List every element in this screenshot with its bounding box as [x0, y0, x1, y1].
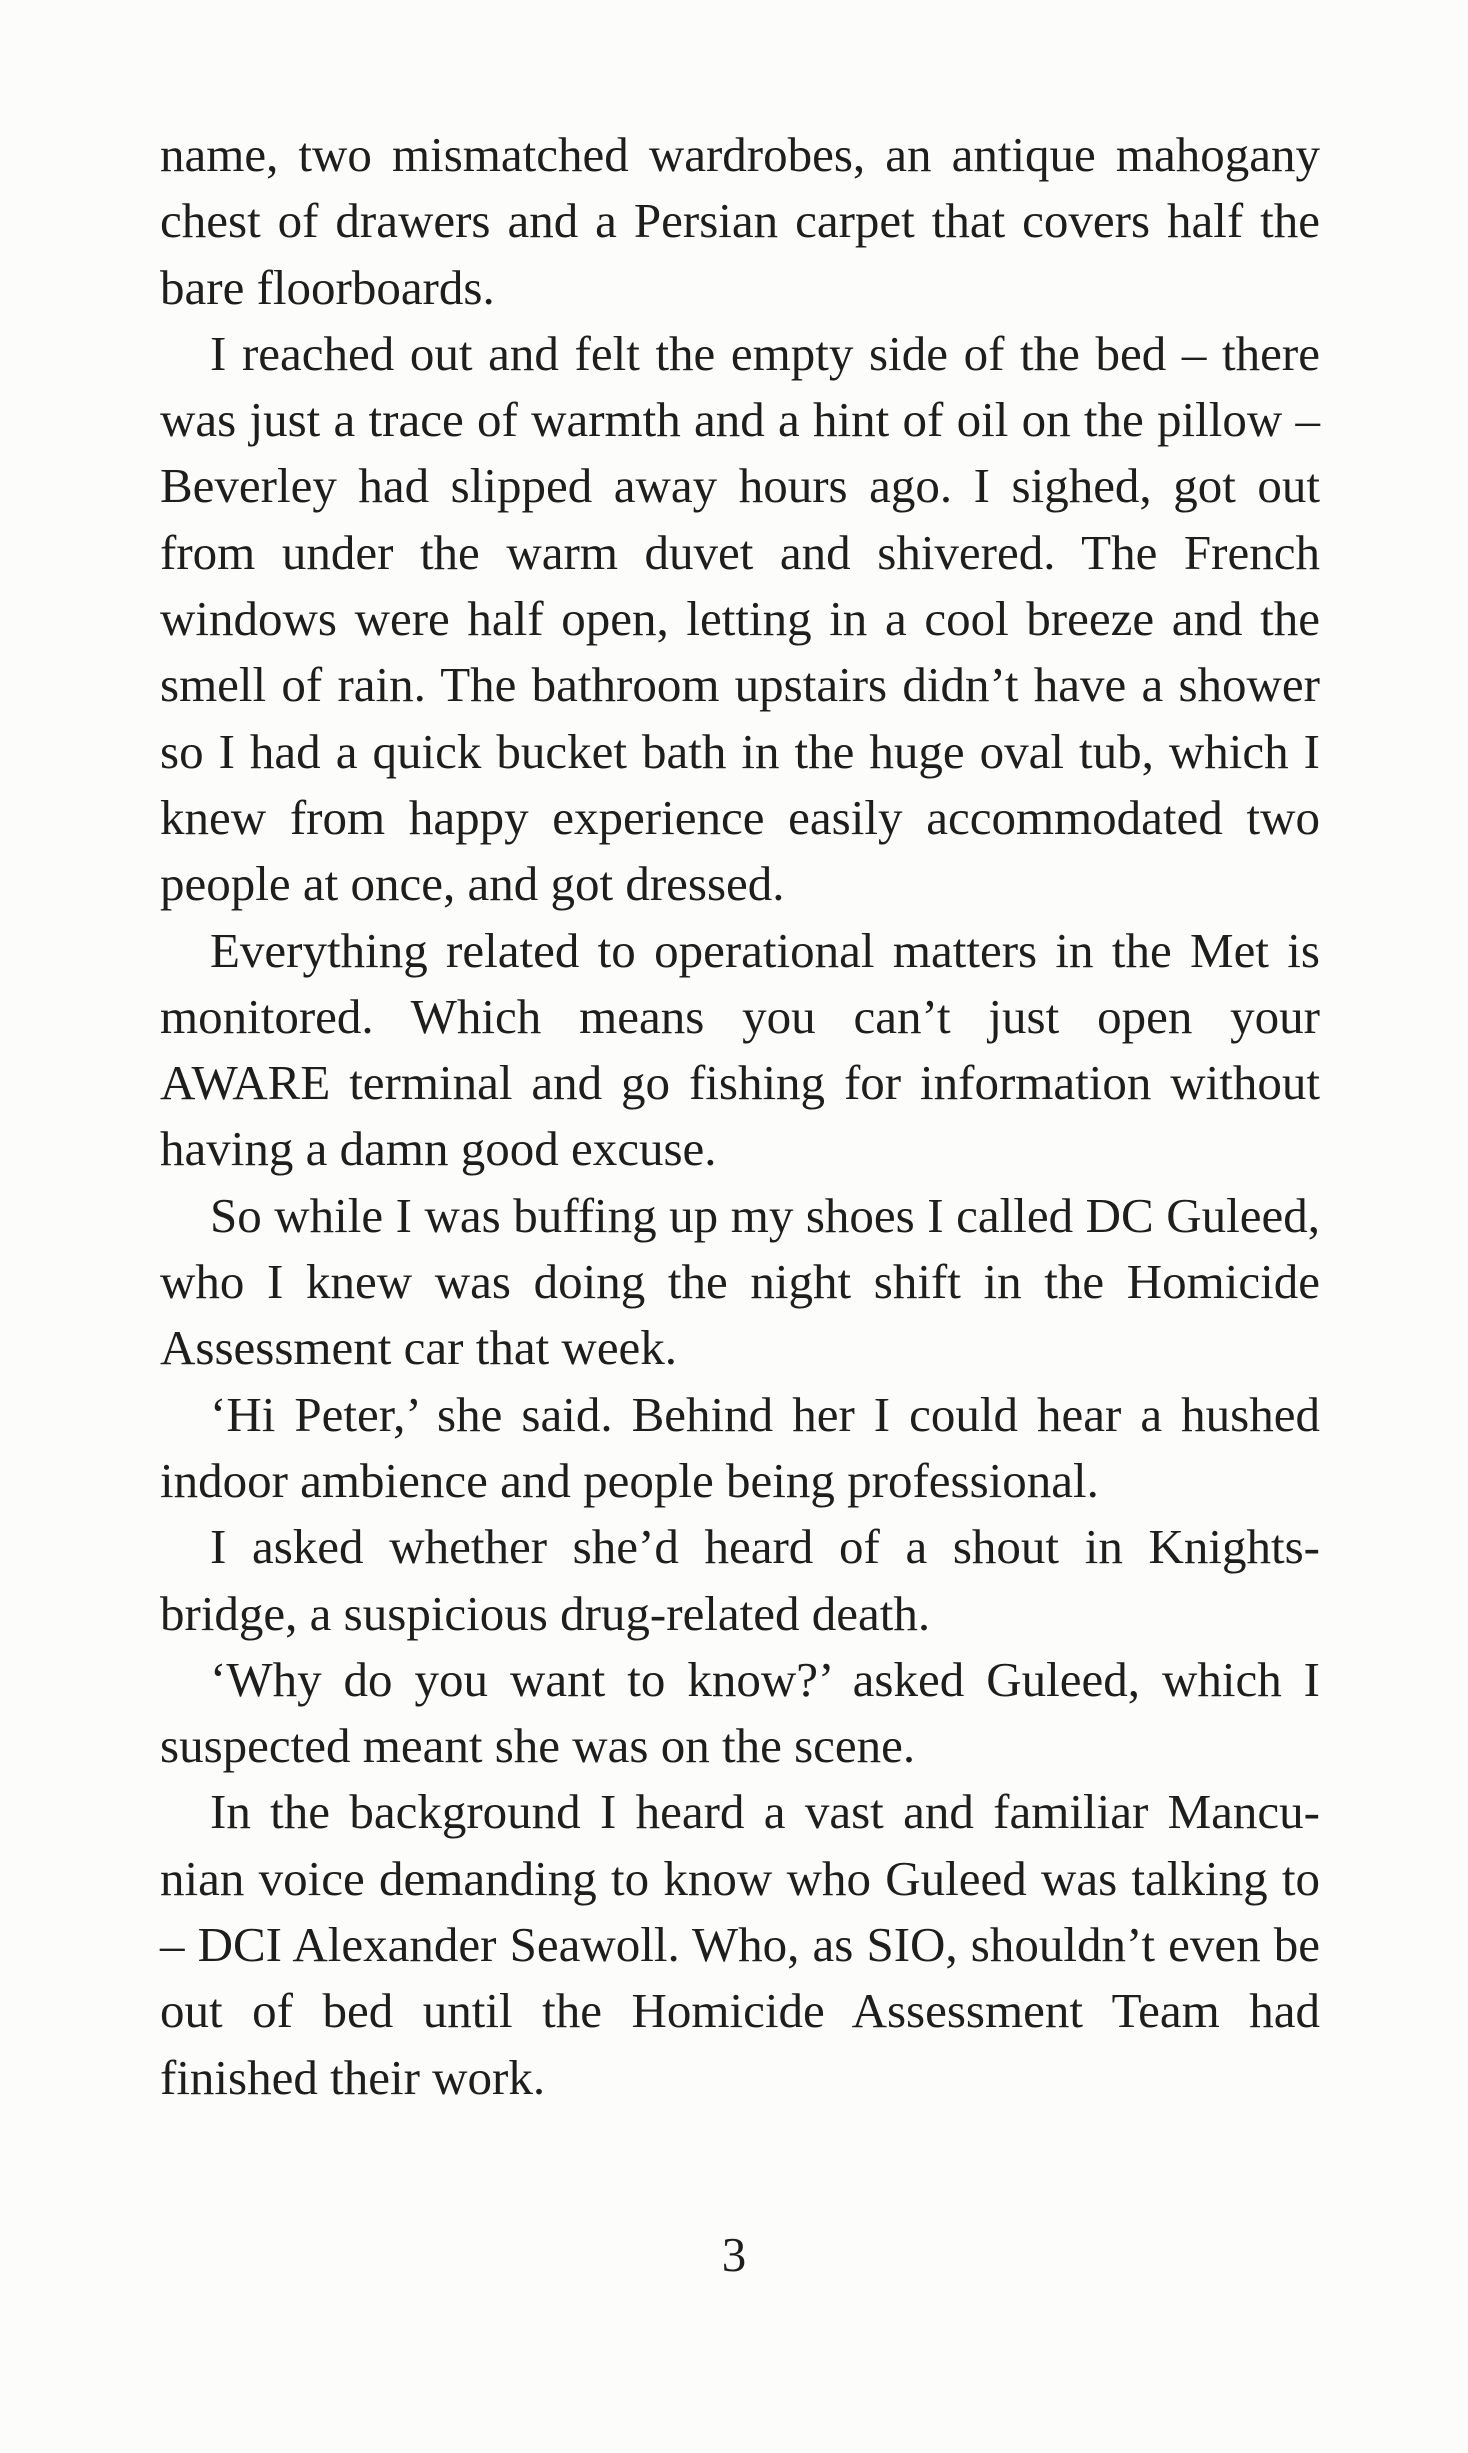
- paragraph-7: ‘Why do you want to know?’ asked Guleed, which I suspected meant she was on the scene.: [160, 1651, 1320, 1774]
- paragraph-3: Everything related to operational matters in the Met is monitored. Which means you can’t just open your AWARE terminal and go fishing for information without having a damn good excuse.: [160, 922, 1320, 1177]
- paragraph-1: name, two mismatched wardrobes, an antique mahogany chest of drawers and a Persian carpet that covers half the bare floorboards.: [160, 127, 1320, 315]
- paragraph-4: So while I was buffing up my shoes I called DC Guleed, who I knew was doing the night shift in the Homicide Assessment car that week.: [160, 1187, 1320, 1376]
- paragraph-6: I asked whether she’d heard of a shout in Knightsbridge, a suspicious drug-related death.: [160, 1519, 1320, 1641]
- body-text: [160, 122, 1320, 2111]
- page-number: 3: [721, 2227, 747, 2282]
- paragraph-5: ‘Hi Peter,’ she said. Behind her I could hear a hushed indoor ambience and people being professional.: [160, 1386, 1320, 1508]
- paragraph-8: In the background I heard a vast and familiar Mancunian voice demanding to know who Guleed was talking to – DCI Alexander Seawoll. Who, as SIO, shouldn’t even be out of bed until the Homicide Assessment Team had finished their work.: [160, 1784, 1320, 2105]
- paragraph-2: I reached out and felt the empty side of the bed – there was just a trace of warmth and a hint of oil on the pillow – Beverley had slipped away hours ago. I sighed, got out from under the warm duvet and shivered. The French windows were half open, letting in a cool breeze and the smell of rain. The bathroom upstairs didn’t have a shower so I had a quick bucket bath in the huge oval tub, which I knew from happy experience easily accommodated two people at once, and got dressed.: [160, 325, 1320, 912]
